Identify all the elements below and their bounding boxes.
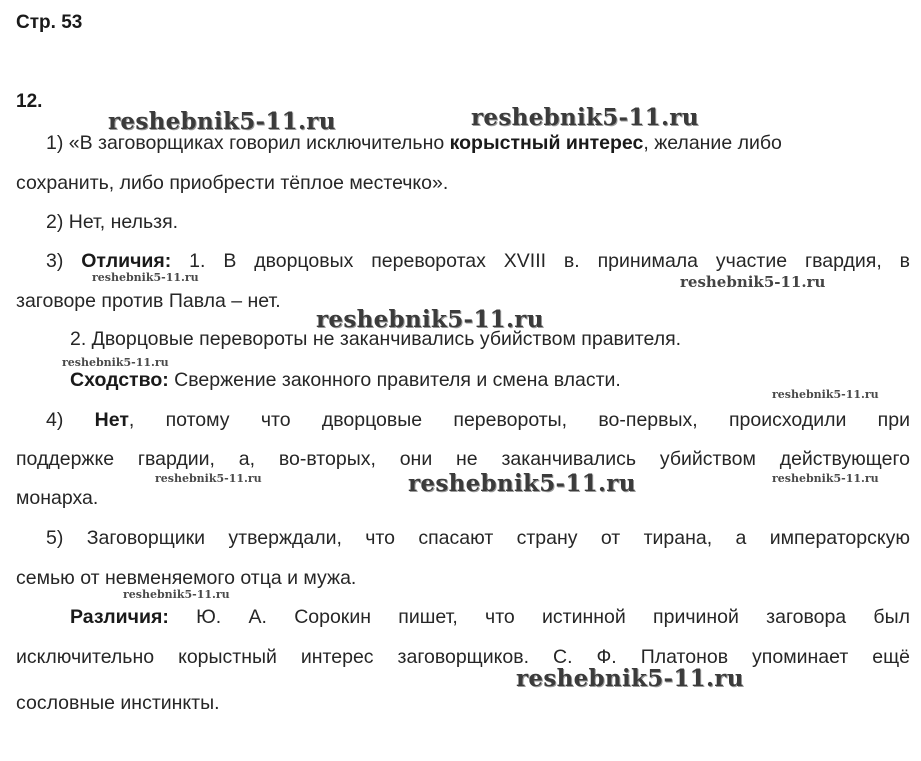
answer-3-text: 1. В дворцовых переворотах XVIII в. принимала участие гвардия, в bbox=[171, 250, 910, 272]
watermark: reshebnik5-11.ru bbox=[772, 472, 879, 485]
differences-line bbox=[70, 605, 910, 629]
differences-continuation-2: сословные инстинкты. bbox=[16, 692, 220, 714]
watermark: reshebnik5-11.ru bbox=[92, 271, 199, 284]
differences-label: Отличия: bbox=[81, 250, 172, 272]
answer-3-continuation: заговоре против Павла – нет. bbox=[16, 290, 281, 312]
watermark: reshebnik5-11.ru bbox=[316, 306, 544, 333]
answer-3-item-2: 2. Дворцовые перевороты не заканчивались убийством правителя. bbox=[70, 328, 682, 350]
task-number: 12. bbox=[16, 91, 43, 112]
watermark: reshebnik5-11.ru bbox=[108, 108, 336, 135]
watermark: reshebnik5-11.ru bbox=[123, 588, 230, 601]
watermark: reshebnik5-11.ru bbox=[62, 356, 169, 369]
answer-1-text-start: 1) «В заговорщиках говорил исключительно bbox=[46, 132, 450, 154]
differences-text: Ю. А. Сорокин пишет, что истинной причиной заговора был bbox=[168, 606, 910, 628]
answer-1-continuation: сохранить, либо приобрести тёплое местечко». bbox=[16, 172, 449, 194]
answer-2: 2) Нет, нельзя. bbox=[46, 211, 179, 233]
answer-4-line bbox=[46, 408, 910, 432]
answer-3-number: 3) bbox=[46, 250, 82, 272]
similarity-label: Сходство: bbox=[70, 369, 169, 391]
answer-5-line: 5) Заговорщики утверждали, что спасают страну от тирана, а императорскую bbox=[46, 527, 910, 549]
answer-1-text-end: , желание либо bbox=[643, 132, 782, 154]
answer-4-continuation-2: монарха. bbox=[16, 487, 99, 509]
answer-4-bold-word: Нет bbox=[94, 409, 129, 431]
answer-4-text: , потому что дворцовые перевороты, во-первых, происходили при bbox=[128, 409, 910, 431]
answer-4-continuation-1: поддержке гвардии, а, во-вторых, они не заканчивались убийством действующего bbox=[16, 448, 910, 470]
differences-label-2: Различия: bbox=[70, 606, 169, 628]
watermark: reshebnik5-11.ru bbox=[155, 472, 262, 485]
similarity-text: Свержение законного правителя и смена власти. bbox=[168, 369, 621, 391]
watermark: reshebnik5-11.ru bbox=[772, 388, 879, 401]
answer-3-line bbox=[46, 249, 910, 273]
watermark: reshebnik5-11.ru bbox=[408, 470, 636, 497]
answer-1-bold-phrase: корыстный интерес bbox=[449, 132, 644, 154]
answer-4-number: 4) bbox=[46, 409, 95, 431]
answer-5-continuation: семью от невменяемого отца и мужа. bbox=[16, 567, 357, 589]
watermark: reshebnik5-11.ru bbox=[680, 273, 826, 291]
differences-continuation-1: исключительно корыстный интерес заговорщиков. С. Ф. Платонов упоминает ещё bbox=[16, 646, 910, 668]
similarity-line bbox=[70, 368, 621, 392]
watermark: reshebnik5-11.ru bbox=[516, 665, 744, 692]
watermark: reshebnik5-11.ru bbox=[471, 104, 699, 131]
page-label: Стр. 53 bbox=[16, 12, 83, 33]
